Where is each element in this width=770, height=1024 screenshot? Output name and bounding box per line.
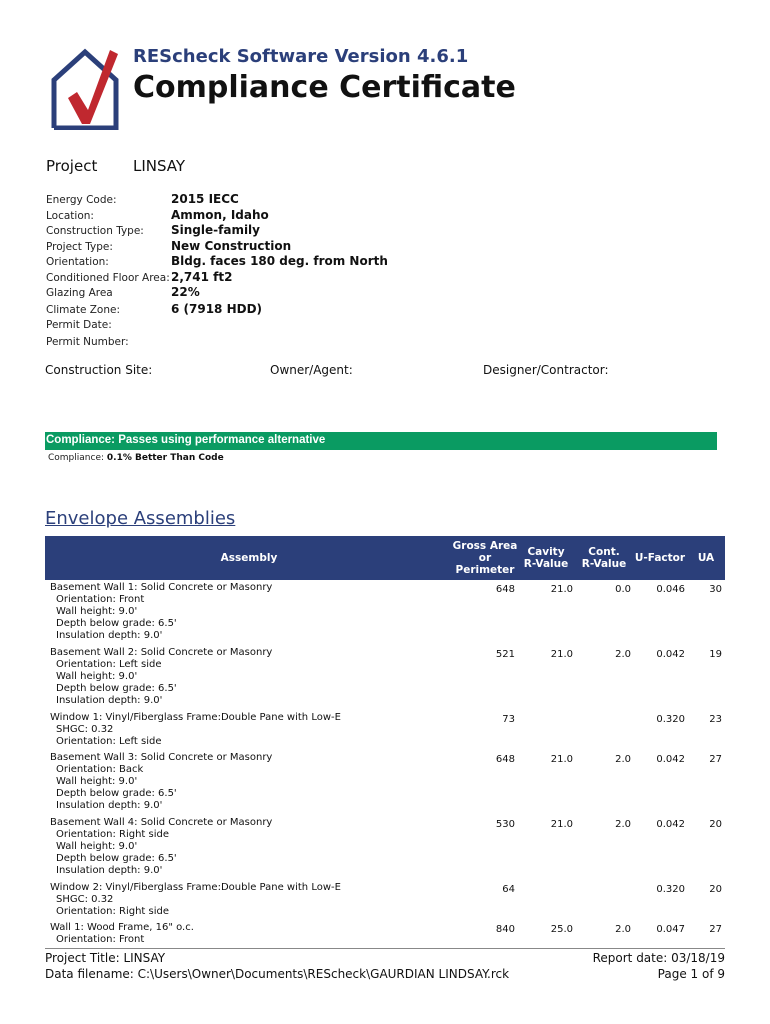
info-value: 2015 IECC [171,192,239,206]
info-row-floor-area [46,270,646,286]
info-row-glazing-area [46,285,646,301]
info-label: Climate Zone: [46,304,121,316]
col-gross-line3: Perimeter [455,564,515,576]
info-value: 6 (7918 HDD) [171,302,263,316]
col-cont-line1: Cont. [588,546,620,558]
cont-r-value: 0.0 [615,584,631,595]
assembly-description: Window 2: Vinyl/Fiberglass Frame:Double Pane with Low-E SHGC: 0.32 Orientation: Right side [50,882,341,917]
footer-divider [45,948,725,949]
table-row [45,817,725,882]
ua-value: 27 [709,754,722,765]
col-cavity-line1: Cavity [527,546,565,558]
col-cont-line2: R-Value [581,558,627,570]
info-label: Construction Type: [46,225,144,237]
table-row [45,647,725,712]
envelope-assemblies-heading: Envelope Assemblies [45,508,236,529]
info-label: Permit Number: [46,336,129,348]
ua-value: 19 [709,649,722,660]
info-label: Glazing Area [46,287,113,299]
gross-area: 521 [495,649,515,660]
u-factor: 0.047 [656,924,685,935]
compliance-sub-value: 0.1% Better Than Code [106,453,224,463]
compliance-sub-label: Compliance: [48,453,105,463]
u-factor: 0.320 [656,884,685,895]
assembly-description: Basement Wall 3: Solid Concrete or Masonry Orientation: Back Wall height: 9.0' Depth below grade: 6.5' Insulation depth: 9.0' [50,752,273,811]
footer-project-title: Project Title: LINSAY [45,951,166,965]
table-row [45,922,725,950]
info-label: Orientation: [46,256,109,268]
col-ua: UA [697,552,715,564]
page-title: Compliance Certificate [133,70,516,105]
col-cavity-line2: R-Value [523,558,569,570]
gross-area: 648 [495,584,515,595]
compliance-status-text: Compliance: Passes using performance alternative [46,434,326,446]
info-value: Ammon, Idaho [171,208,269,222]
col-assembly: Assembly [220,552,278,564]
assembly-description: Window 1: Vinyl/Fiberglass Frame:Double Pane with Low-E SHGC: 0.32 Orientation: Left side [50,712,341,747]
info-label: Conditioned Floor Area: [46,272,170,284]
table-row [45,882,725,922]
ua-value: 30 [709,584,722,595]
info-label: Energy Code: [46,194,117,206]
footer-data-filename: Data filename: C:\Users\Owner\Documents\REScheck\GAURDIAN LINDSAY.rck [45,967,510,981]
cavity-r-value: 21.0 [550,819,573,830]
cont-r-value: 2.0 [615,819,631,830]
info-row-permit-number [46,334,646,350]
gross-area: 648 [495,754,515,765]
info-row-construction-type [46,223,646,239]
project-name: LINSAY [133,157,186,175]
col-ufactor: U-Factor [634,552,686,564]
info-row-permit-date [46,317,646,333]
cont-r-value: 2.0 [615,754,631,765]
table-row [45,582,725,647]
u-factor: 0.042 [656,754,685,765]
info-label: Location: [46,210,94,222]
info-value: Single-family [171,223,260,237]
ua-value: 27 [709,924,722,935]
table-row [45,712,725,752]
assembly-description: Basement Wall 4: Solid Concrete or Masonry Orientation: Right side Wall height: 9.0' Depth below grade: 6.5' Insulation depth: 9.0' [50,817,273,876]
construction-site-label: Construction Site: [45,363,153,377]
u-factor: 0.320 [656,714,685,725]
info-label: Project Type: [46,241,113,253]
cavity-r-value: 25.0 [550,924,573,935]
info-row-climate-zone [46,302,646,318]
gross-area: 530 [495,819,515,830]
info-row-project-type [46,239,646,255]
gross-area: 73 [502,714,515,725]
footer-report-date: Report date: 03/18/19 [592,951,725,965]
compliance-summary [48,453,224,463]
cont-r-value: 2.0 [615,649,631,660]
info-row-energy-code [46,192,646,208]
project-label: Project [46,157,98,175]
envelope-table-body [45,582,725,950]
u-factor: 0.042 [656,819,685,830]
cavity-r-value: 21.0 [550,584,573,595]
gross-area: 64 [502,884,515,895]
cavity-r-value: 21.0 [550,754,573,765]
info-row-orientation [46,254,646,270]
info-value: Bldg. faces 180 deg. from North [171,254,388,268]
u-factor: 0.042 [656,649,685,660]
cavity-r-value: 21.0 [550,649,573,660]
col-gross-line1: Gross Area [452,540,518,552]
footer-page-number: Page 1 of 9 [657,967,725,981]
info-value: 2,741 ft2 [171,270,233,284]
envelope-table-header [45,536,725,580]
u-factor: 0.046 [656,584,685,595]
ua-value: 23 [709,714,722,725]
info-label: Permit Date: [46,319,112,331]
owner-agent-label: Owner/Agent: [270,363,353,377]
info-value: 22% [171,285,200,299]
ua-value: 20 [709,819,722,830]
gross-area: 840 [495,924,515,935]
designer-contractor-label: Designer/Contractor: [483,363,609,377]
assembly-description: Wall 1: Wood Frame, 16" o.c. Orientation: Front [50,922,194,945]
cont-r-value: 2.0 [615,924,631,935]
info-value: New Construction [171,239,292,253]
app-title: REScheck Software Version 4.6.1 [133,46,469,67]
info-row-location [46,208,646,224]
rescheck-house-check-icon [48,44,122,130]
compliance-status-bar [45,432,717,450]
table-row [45,752,725,817]
assembly-description: Basement Wall 1: Solid Concrete or Masonry Orientation: Front Wall height: 9.0' Depth below grade: 6.5' Insulation depth: 9.0' [50,582,273,641]
ua-value: 20 [709,884,722,895]
assembly-description: Basement Wall 2: Solid Concrete or Masonry Orientation: Left side Wall height: 9.0' Depth below grade: 6.5' Insulation depth: 9.0' [50,647,273,706]
col-gross-line2: or [478,552,492,564]
